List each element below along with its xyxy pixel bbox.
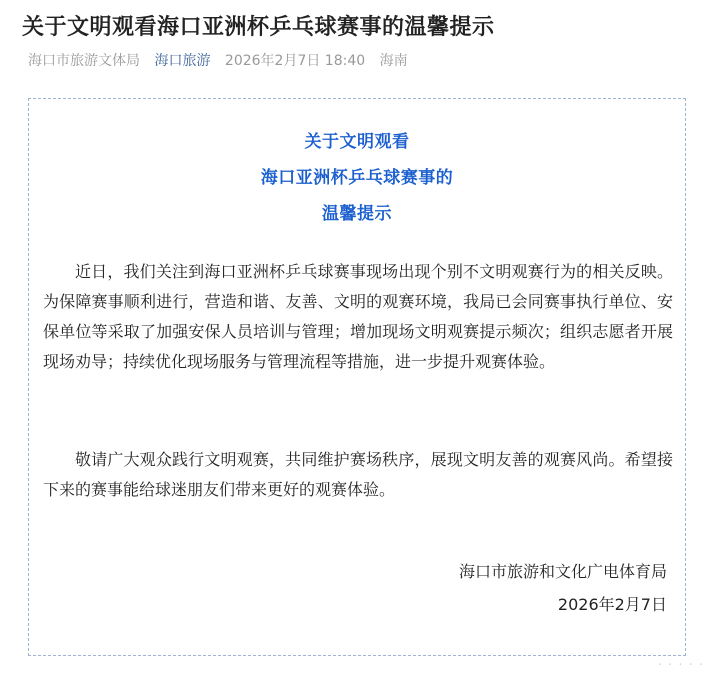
account-link[interactable]: 海口旅游	[154, 53, 211, 69]
notice-signature	[459, 555, 667, 621]
notice-headline-line-2: 海口亚洲杯乒乓球赛事的	[260, 168, 454, 188]
notice-paragraph-1: 近日，我们关注到海口亚洲杯乒乓球赛事现场出现个别不文明观赛行为的相关反映。为保障赛事顺利进行，营造和谐、友善、文明的观赛环境，我局已会同赛事执行单位、安保单位等采取了加强安保人员培训与管理；增加现场文明观赛提示频次；组织志愿者开展现场劝导；持续优化现场服务与管理流程等措施，进一步提升观赛体验。	[43, 262, 673, 371]
article-title: 关于文明观看海口亚洲杯乒乓球赛事的温馨提示	[22, 15, 495, 40]
notice-headline-line-3: 温馨提示	[322, 204, 392, 224]
publish-location: 海南	[379, 53, 408, 69]
signature-org: 海口市旅游和文化广电体育局	[458, 562, 667, 581]
publish-datetime: 2026年2月7日 18:40	[224, 53, 366, 69]
notice-paragraph-2: 敬请广大观众践行文明观赛，共同维护赛场秩序，展现文明友善的观赛风尚。希望接下来的赛事能给球迷朋友们带来更好的观赛体验。	[43, 450, 673, 499]
notice-box	[28, 98, 686, 656]
article-source: 海口市旅游文体局	[28, 53, 140, 69]
notice-headline-line-1: 关于文明观看	[304, 132, 410, 152]
article-meta	[28, 50, 418, 70]
watermark: · · · · ·	[657, 658, 704, 673]
signature-date: 2026年2月7日	[557, 595, 667, 614]
